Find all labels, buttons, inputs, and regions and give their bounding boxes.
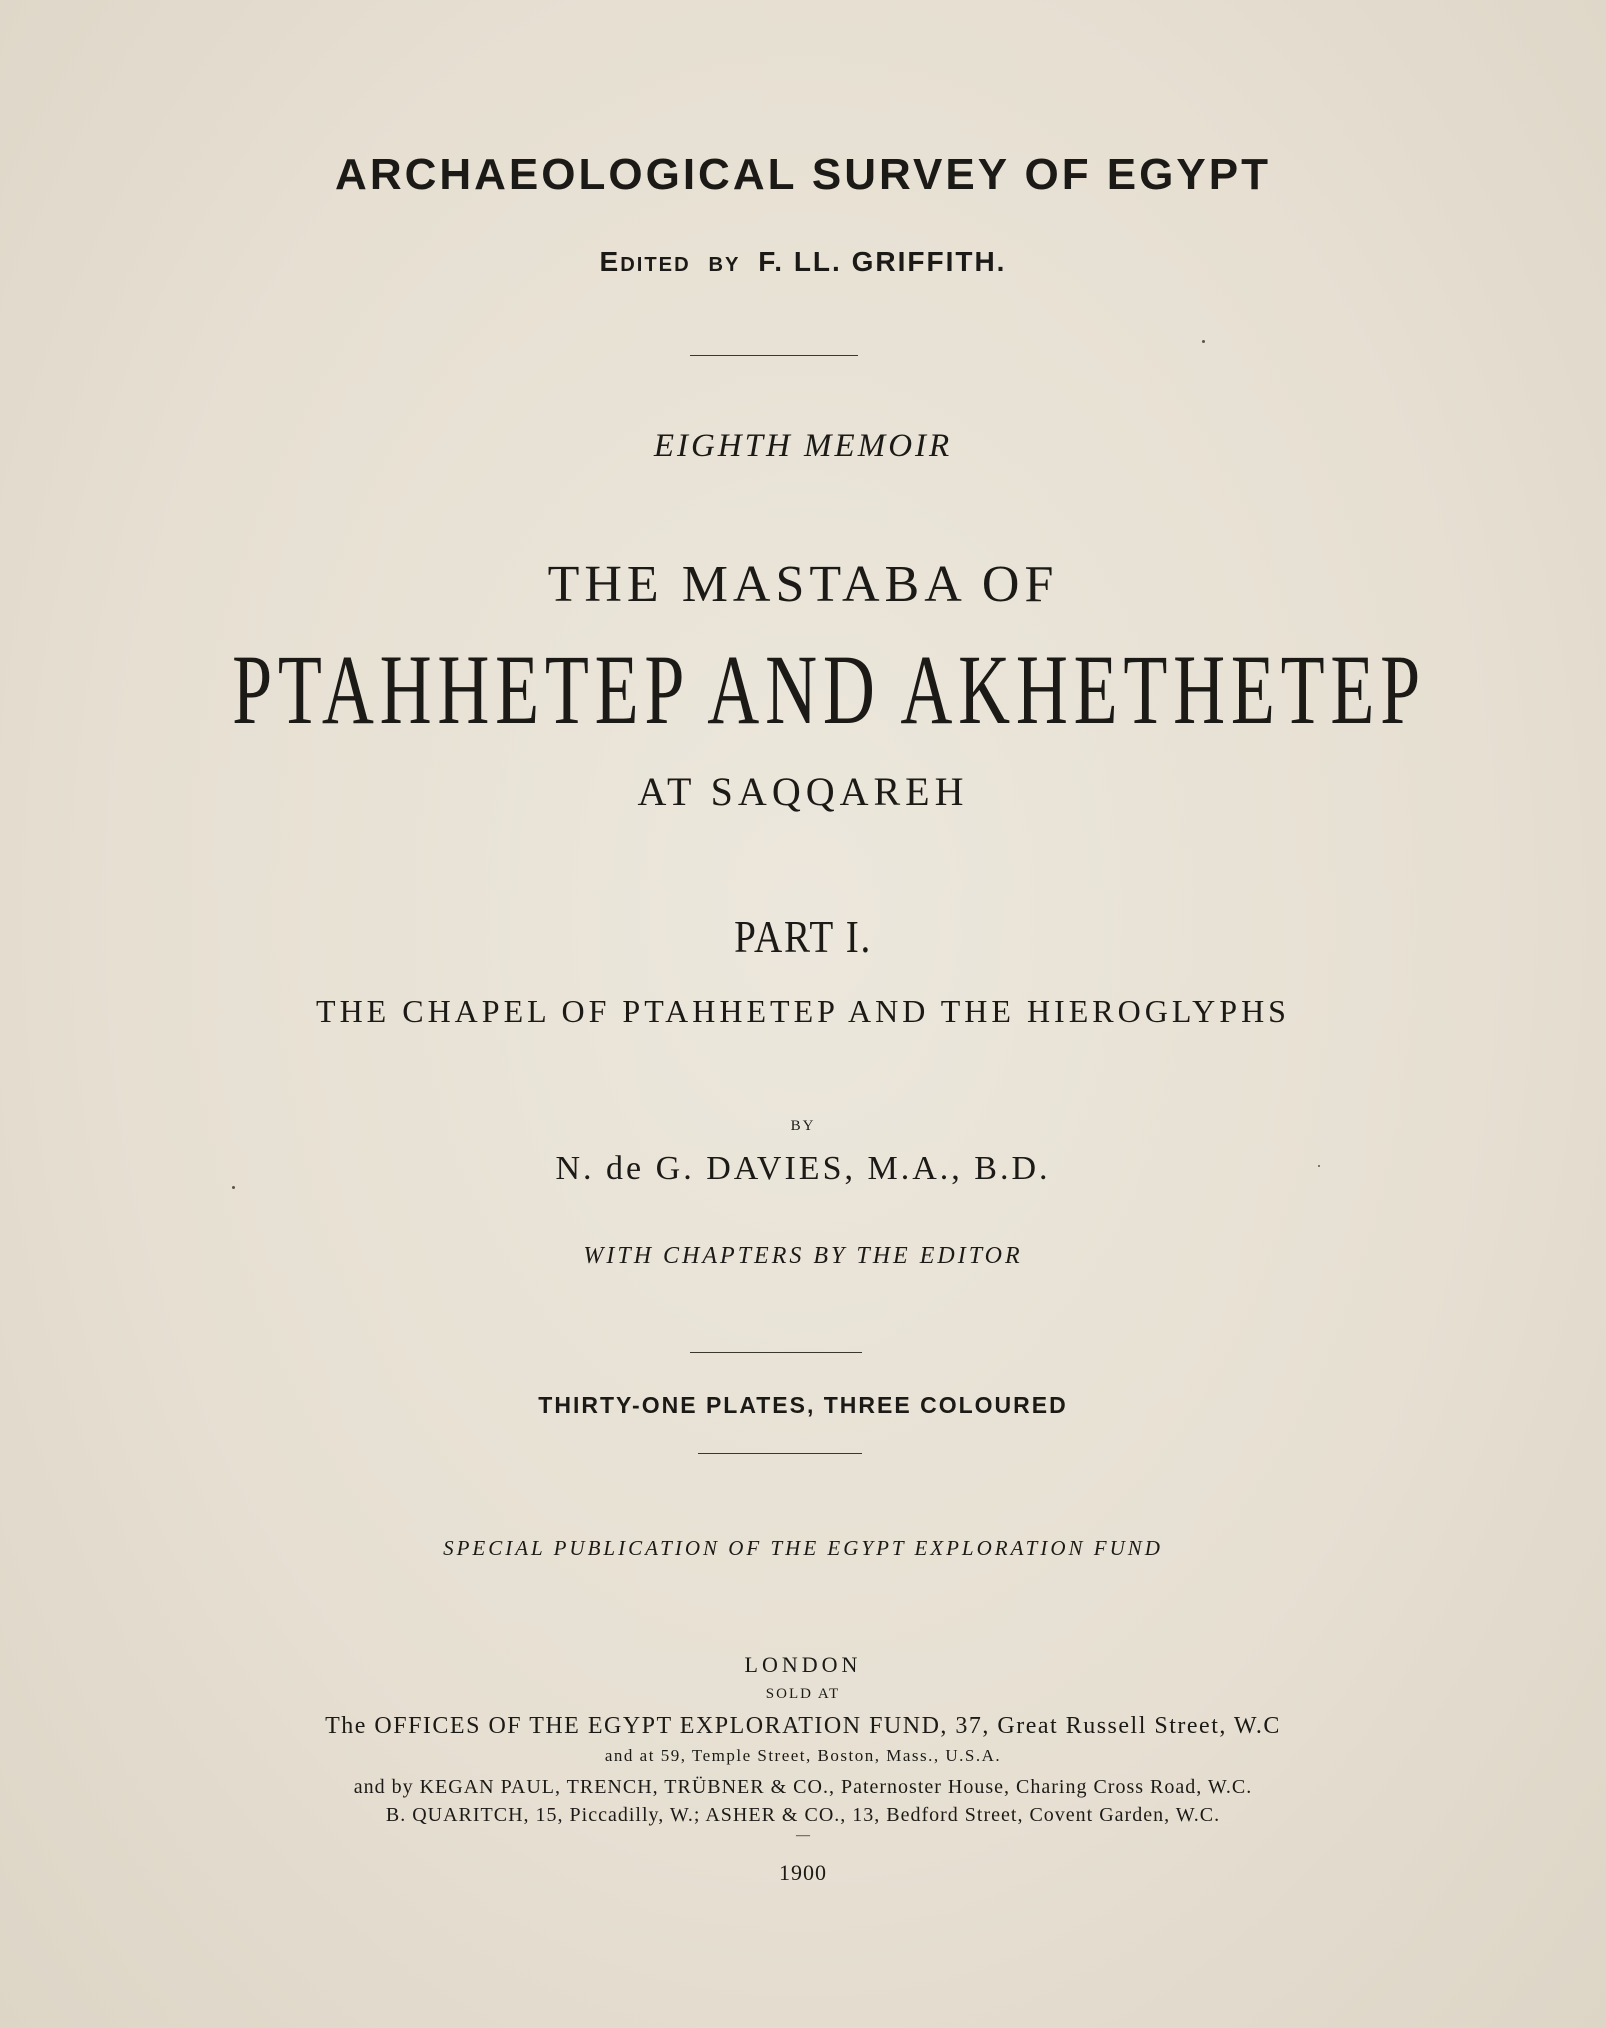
imprint-city: LONDON (744, 1652, 862, 1677)
paper-speck (232, 1186, 235, 1189)
imprint-year: 1900 (779, 1860, 827, 1885)
imprint-sold-at: SOLD AT (765, 1686, 841, 1702)
imprint-line-1: The OFFICES OF THE EGYPT EXPLORATION FUND, 37, Great Russell Street, W.C (325, 1713, 1281, 1739)
paper-speck (1318, 1165, 1320, 1167)
with-chapters: WITH CHAPTERS BY THE EDITOR (583, 1243, 1023, 1269)
paper-speck (1202, 340, 1205, 343)
title-main-row (0, 634, 1606, 745)
plates-line: THIRTY-ONE PLATES, THREE COLOURED (538, 1392, 1068, 1418)
title-main: PTAHHETEP AND AKHETHETEP (232, 634, 1426, 745)
divider-middle (690, 1352, 862, 1353)
edited-initial: E (599, 246, 621, 277)
title-location: AT SAQQAREH (637, 769, 969, 814)
edited-rest: DITED (620, 254, 691, 276)
memoir-label: EIGHTH MEMOIR (653, 428, 953, 464)
imprint-line-3: and by KEGAN PAUL, TRENCH, TRÜBNER & CO., Paternoster House, Charing Cross Road, W.C. (353, 1776, 1253, 1798)
by-label: BY (790, 1118, 816, 1134)
editor-line (0, 246, 1606, 278)
special-publication: SPECIAL PUBLICATION OF THE EGYPT EXPLORATION FUND (443, 1536, 1163, 1560)
series-title: ARCHAEOLOGICAL SURVEY OF EGYPT (335, 150, 1271, 199)
part-label: PART I. (734, 911, 872, 962)
divider-lower (698, 1453, 862, 1454)
divider-top (690, 355, 858, 356)
part-subtitle: THE CHAPEL OF PTAHHETEP AND THE HIEROGLYPHS (316, 993, 1290, 1029)
editor-by: BY (708, 254, 741, 276)
part-row (0, 910, 1606, 963)
editor-name: F. LL. GRIFFITH. (758, 246, 1007, 277)
imprint-line-4: B. QUARITCH, 15, Piccadilly, W.; ASHER & CO., 13, Bedford Street, Covent Garden, W.C. (385, 1804, 1221, 1826)
author-line: N. de G. DAVIES, M.A., B.D. (555, 1150, 1051, 1187)
imprint-line-2: and at 59, Temple Street, Boston, Mass., U.S.A. (604, 1746, 1002, 1765)
imprint-dash: — (796, 1828, 810, 1843)
title-pre: THE MASTABA OF (547, 556, 1059, 613)
